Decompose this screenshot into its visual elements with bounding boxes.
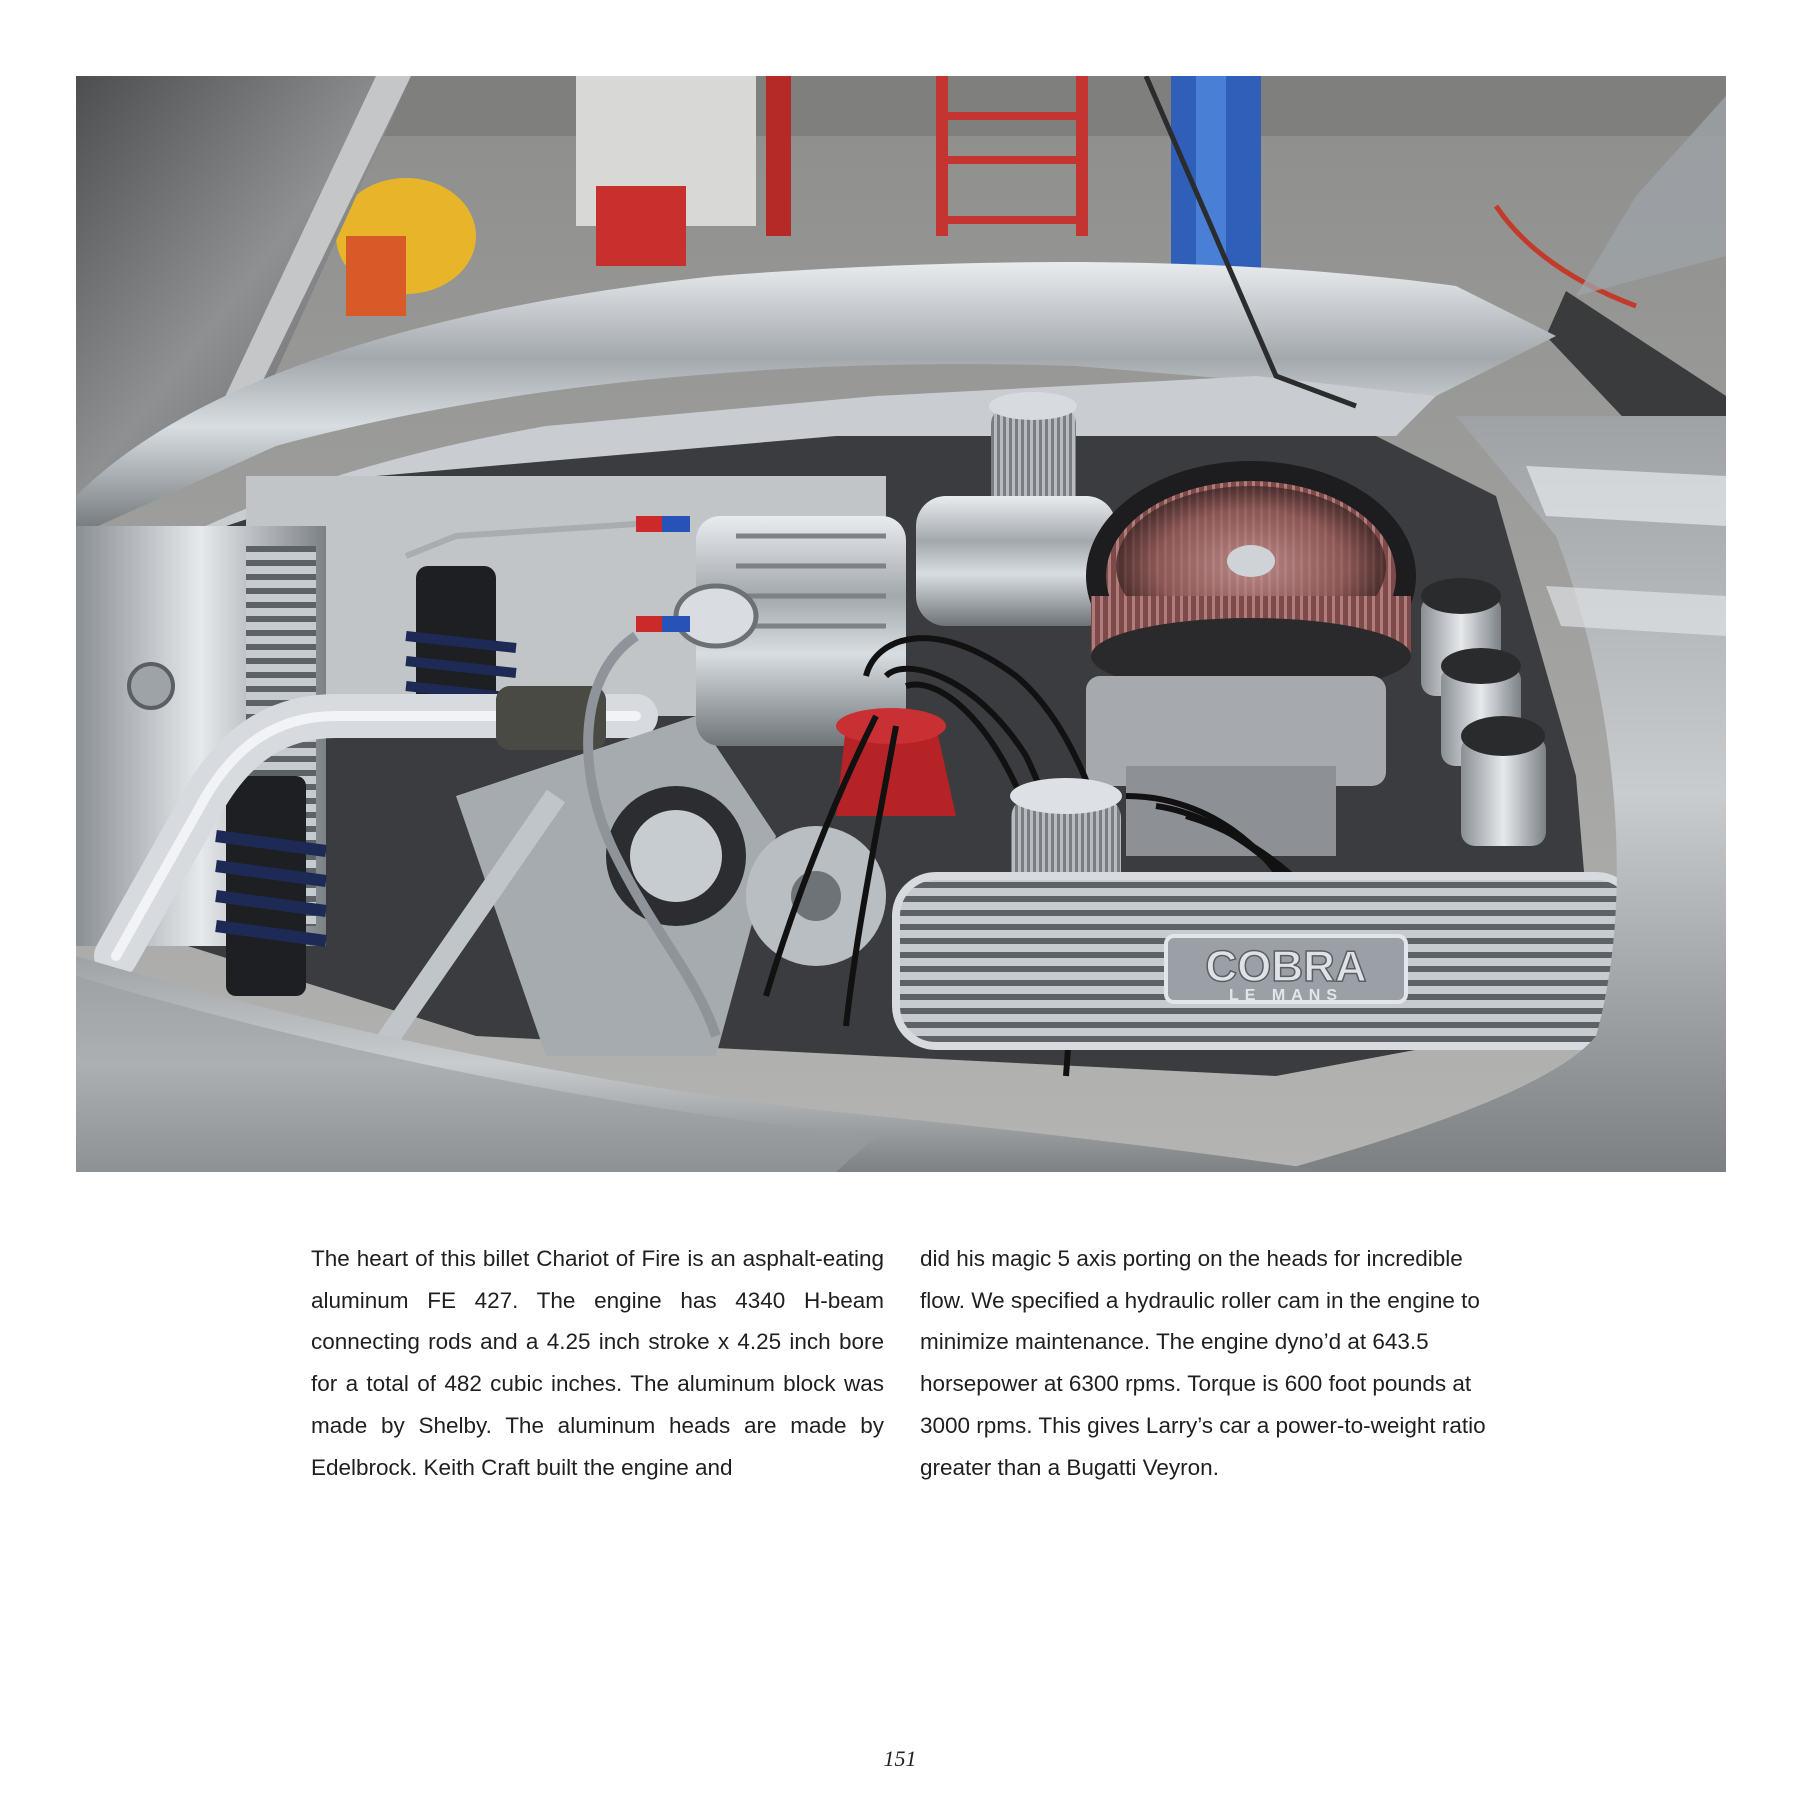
engine-bay-photo — [76, 76, 1726, 1172]
body-text-column-left: The heart of this billet Chariot of Fire is an asphalt-eating aluminum FE 427. The engine has 4340 H-beam connecting rods and a 4.25 inch stroke x 4.25 inch bore for a total of 482 cubic inches. The aluminum block was made by Shelby. The aluminum heads are made by Edelbrock. Keith Craft built the engine and — [311, 1246, 884, 1480]
engine-bay-illustration — [76, 76, 1726, 1172]
valve-cover-lettering: COBRA — [1205, 942, 1367, 991]
valve-cover-sublettering: LE MANS — [1229, 987, 1343, 1004]
body-text-column-right: did his magic 5 axis porting on the heads for incredible flow. We specified a hydraulic roller cam in the engine to minimize maintenance. The engine dyno’d at 643.5 horsepower at 6300 rpms. Torque is 600 foot pounds at 3000 rpms. This gives Larry’s car a power-to-weight ratio greater than a Bugatti Veyron. — [920, 1246, 1486, 1480]
page-number: 151 — [883, 1746, 917, 1771]
